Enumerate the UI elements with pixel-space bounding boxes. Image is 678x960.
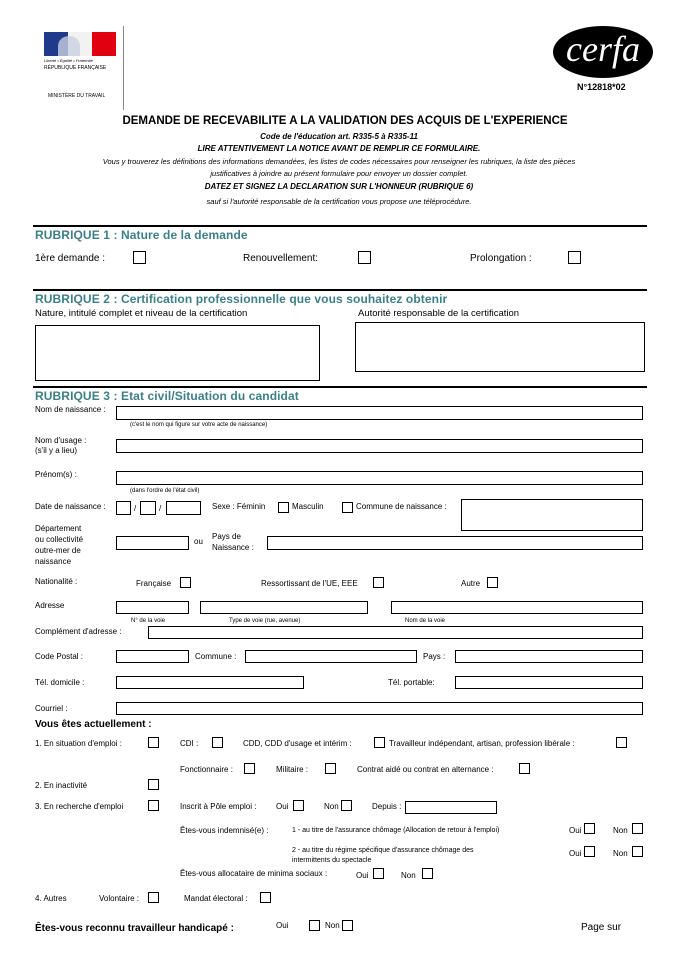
nationality-eu-label: Ressortissant de l'UE, EEE bbox=[261, 579, 358, 588]
or-label: ou bbox=[194, 537, 203, 546]
first-names-field[interactable] bbox=[116, 471, 643, 485]
independent-label: Travailleur indépendant, artisan, profession libérale : bbox=[389, 739, 575, 748]
info-line-1: Vous y trouverez les définitions des informations demandées, les listes de codes nécessaires pour renseigner les rubriques, la liste des pièces bbox=[102, 157, 576, 166]
pole-emploi-label: Inscrit à Pôle emploi : bbox=[180, 802, 257, 811]
disabled-yes-label: Oui bbox=[276, 921, 289, 930]
nationality-label: Nationalité : bbox=[35, 577, 78, 586]
job-seeking-checkbox[interactable] bbox=[148, 800, 159, 811]
divider bbox=[33, 225, 647, 227]
ministry-label: MINISTÈRE DU TRAVAIL bbox=[48, 93, 106, 99]
renewal-label: Renouvellement: bbox=[243, 253, 319, 264]
email-label: Courriel : bbox=[35, 704, 68, 713]
disabled-no-checkbox[interactable] bbox=[342, 920, 353, 931]
street-type-hint: Type de voie (rue, avenue) bbox=[229, 618, 301, 624]
disabled-worker-label: Êtes-vous reconnu travailleur handicapé : bbox=[35, 923, 234, 934]
address-complement-field[interactable] bbox=[148, 626, 643, 639]
birth-commune-label: Commune de naissance : bbox=[356, 502, 447, 511]
minima-no-label: Non bbox=[401, 871, 416, 880]
civil-servant-label: Fonctionnaire : bbox=[180, 765, 233, 774]
inactive-label: 2. En inactivité bbox=[35, 781, 88, 790]
street-number-hint: N° de la voie bbox=[131, 618, 166, 624]
date-separator: / bbox=[159, 504, 162, 513]
code-line: Code de l'éducation art. R335-5 à R335-11 bbox=[260, 132, 418, 141]
mobile-phone-label: Tél. portable: bbox=[388, 678, 435, 687]
nationality-other-checkbox[interactable] bbox=[487, 577, 498, 588]
first-request-checkbox[interactable] bbox=[133, 251, 146, 264]
birth-commune-field[interactable] bbox=[461, 499, 643, 531]
pole-emploi-yes-label: Oui bbox=[276, 802, 289, 811]
cerfa-logo: cerfa bbox=[553, 26, 653, 78]
nationality-eu-checkbox[interactable] bbox=[373, 577, 384, 588]
page-counter: Page sur bbox=[581, 922, 622, 933]
notice-line: LIRE ATTENTIVEMENT LA NOTICE AVANT DE REMPLIR CE FORMULAIRE. bbox=[197, 144, 481, 153]
pole-emploi-no-checkbox[interactable] bbox=[341, 800, 352, 811]
email-field[interactable] bbox=[116, 702, 643, 715]
marianne-logo bbox=[38, 26, 124, 110]
birth-name-hint: (c'est le nom qui figure sur votre acte de naissance) bbox=[130, 422, 268, 428]
minima-sociaux-label: Êtes-vous allocataire de minima sociaux : bbox=[180, 869, 328, 878]
minima-yes-label: Oui bbox=[356, 871, 369, 880]
birth-name-field[interactable] bbox=[116, 406, 643, 420]
employed-checkbox[interactable] bbox=[148, 737, 159, 748]
others-label: 4. Autres bbox=[35, 894, 67, 903]
inactive-checkbox[interactable] bbox=[148, 779, 159, 790]
date-line: DATEZ ET SIGNEZ LA DECLARATION SUR L'HONNEUR (RUBRIQUE 6) bbox=[204, 182, 474, 191]
sex-male-label: Masculin bbox=[292, 502, 324, 511]
address-complement-label: Complément d'adresse : bbox=[35, 627, 122, 636]
nationality-other-label: Autre bbox=[461, 579, 481, 588]
department-label-1: Département bbox=[35, 524, 82, 533]
compensation-2-yes-label: Oui bbox=[569, 849, 582, 858]
usage-name-field[interactable] bbox=[116, 439, 643, 453]
compensation-1-no-label: Non bbox=[613, 826, 628, 835]
sex-female-checkbox[interactable] bbox=[278, 502, 289, 513]
cdd-label: CDD, CDD d'usage et intérim : bbox=[243, 739, 352, 748]
first-names-hint: (dans l'ordre de l'état civil) bbox=[130, 488, 200, 494]
postal-code-field[interactable] bbox=[116, 650, 189, 663]
prolongation-checkbox[interactable] bbox=[568, 251, 581, 264]
home-phone-field[interactable] bbox=[116, 676, 304, 689]
commune-field[interactable] bbox=[245, 650, 417, 663]
department-label-3: outre-mer de bbox=[35, 546, 81, 555]
volunteer-label: Volontaire : bbox=[99, 894, 140, 903]
rubrique-2-title: RUBRIQUE 2 : Certification professionnelle que vous souhaitez obtenir bbox=[35, 292, 448, 306]
nationality-french-checkbox[interactable] bbox=[180, 577, 191, 588]
aided-contract-checkbox[interactable] bbox=[519, 763, 530, 774]
rubrique-3-title: RUBRIQUE 3 : Etat civil/Situation du candidat bbox=[35, 389, 299, 403]
volunteer-checkbox[interactable] bbox=[148, 892, 159, 903]
compensated-label: Êtes-vous indemnisé(e) : bbox=[180, 826, 269, 835]
certification-authority-field[interactable] bbox=[355, 322, 645, 372]
job-seeking-label: 3. En recherche d'emploi bbox=[35, 802, 124, 811]
military-checkbox[interactable] bbox=[325, 763, 336, 774]
employed-label: 1. En situation d'emploi : bbox=[35, 739, 122, 748]
certification-nature-field[interactable] bbox=[35, 325, 320, 381]
prolongation-label: Prolongation : bbox=[470, 253, 532, 264]
pole-emploi-yes-checkbox[interactable] bbox=[293, 800, 304, 811]
flag-icon bbox=[44, 32, 116, 56]
divider bbox=[33, 386, 647, 388]
disabled-yes-checkbox[interactable] bbox=[309, 920, 320, 931]
compensation-option-2: 2 - au titre du régime spécifique d'assurance chômage des bbox=[292, 847, 474, 854]
birth-year-field[interactable] bbox=[166, 501, 201, 515]
street-number-field[interactable] bbox=[116, 601, 189, 614]
compensation-1-yes-checkbox[interactable] bbox=[584, 823, 595, 834]
department-label-2: ou collectivité bbox=[35, 535, 84, 544]
compensation-1-yes-label: Oui bbox=[569, 826, 582, 835]
street-type-field[interactable] bbox=[200, 601, 368, 614]
mobile-phone-field[interactable] bbox=[455, 676, 643, 689]
certification-authority-label: Autorité responsable de la certification bbox=[358, 308, 520, 319]
usage-name-label-2: (s'il y a lieu) bbox=[35, 446, 77, 455]
first-names-label: Prénom(s) : bbox=[35, 470, 77, 479]
department-label-4: naissance bbox=[35, 557, 72, 566]
aided-contract-label: Contrat aidé ou contrat en alternance : bbox=[357, 765, 494, 774]
birth-department-field[interactable] bbox=[116, 536, 189, 550]
electoral-mandate-checkbox[interactable] bbox=[260, 892, 271, 903]
compensation-2-yes-checkbox[interactable] bbox=[584, 846, 595, 857]
compensation-2-no-checkbox[interactable] bbox=[632, 846, 643, 857]
country-label: Pays : bbox=[423, 652, 446, 661]
country-field[interactable] bbox=[455, 650, 643, 663]
disabled-no-label: Non bbox=[325, 921, 340, 930]
sex-male-checkbox[interactable] bbox=[342, 502, 353, 513]
birth-day-field[interactable] bbox=[116, 501, 131, 515]
compensation-2-no-label: Non bbox=[613, 849, 628, 858]
form-title: DEMANDE DE RECEVABILITE A LA VALIDATION DES ACQUIS DE L'EXPERIENCE bbox=[122, 115, 568, 127]
cdi-checkbox[interactable] bbox=[212, 737, 223, 748]
postal-code-label: Code Postal : bbox=[35, 652, 84, 661]
minima-yes-checkbox[interactable] bbox=[373, 868, 384, 879]
birth-country-label-1: Pays de bbox=[212, 532, 241, 541]
cdi-label: CDI : bbox=[180, 739, 199, 748]
date-separator: / bbox=[134, 504, 137, 513]
since-label: Depuis : bbox=[372, 802, 402, 811]
birth-country-field[interactable] bbox=[267, 536, 643, 550]
birth-name-label: Nom de naissance : bbox=[35, 405, 106, 414]
compensation-option-2b: intermittents du spectacle bbox=[292, 857, 372, 864]
birth-month-field[interactable] bbox=[140, 501, 156, 515]
renewal-checkbox[interactable] bbox=[358, 251, 371, 264]
first-request-label: 1ère demande : bbox=[35, 253, 106, 264]
divider bbox=[33, 289, 647, 291]
street-name-hint: Nom de la voie bbox=[405, 618, 446, 624]
independent-checkbox[interactable] bbox=[616, 737, 627, 748]
sex-female-label: Sexe : Féminin bbox=[212, 502, 266, 511]
birth-date-label: Date de naissance : bbox=[35, 502, 106, 511]
rubrique-1-title: RUBRIQUE 1 : Nature de la demande bbox=[35, 228, 248, 242]
republic-label: RÉPUBLIQUE FRANÇAISE bbox=[44, 65, 107, 71]
compensation-option-1: 1 - au titre de l'assurance chômage (Allocation de retour à l'emploi) bbox=[292, 827, 500, 834]
pole-emploi-no-label: Non bbox=[324, 802, 339, 811]
military-label: Militaire : bbox=[276, 765, 309, 774]
usage-name-label: Nom d'usage : bbox=[35, 436, 87, 445]
cerfa-number: N°12818*02 bbox=[577, 82, 626, 92]
cdd-checkbox[interactable] bbox=[374, 737, 385, 748]
info-line-2: justificatives à joindre au présent formulaire pour envoyer un dossier complet. bbox=[210, 169, 468, 178]
situation-heading: Vous êtes actuellement : bbox=[35, 719, 152, 730]
home-phone-label: Tél. domicile : bbox=[35, 678, 85, 687]
marianne-motto: Liberté • Égalité • Fraternité bbox=[44, 58, 93, 63]
birth-country-label-2: Naissance : bbox=[212, 543, 254, 552]
street-name-field[interactable] bbox=[391, 601, 643, 614]
sauf-line: sauf si l'autorité responsable de la certification vous propose une téléprocédure. bbox=[206, 197, 472, 206]
electoral-mandate-label: Mandat électoral : bbox=[184, 894, 248, 903]
minima-no-checkbox[interactable] bbox=[422, 868, 433, 879]
nationality-french-label: Française bbox=[136, 579, 172, 588]
certification-nature-label: Nature, intitulé complet et niveau de la certification bbox=[35, 308, 248, 319]
commune-label: Commune : bbox=[195, 652, 237, 661]
address-label: Adresse bbox=[35, 601, 65, 610]
since-field[interactable] bbox=[405, 801, 497, 814]
civil-servant-checkbox[interactable] bbox=[244, 763, 255, 774]
compensation-1-no-checkbox[interactable] bbox=[632, 823, 643, 834]
